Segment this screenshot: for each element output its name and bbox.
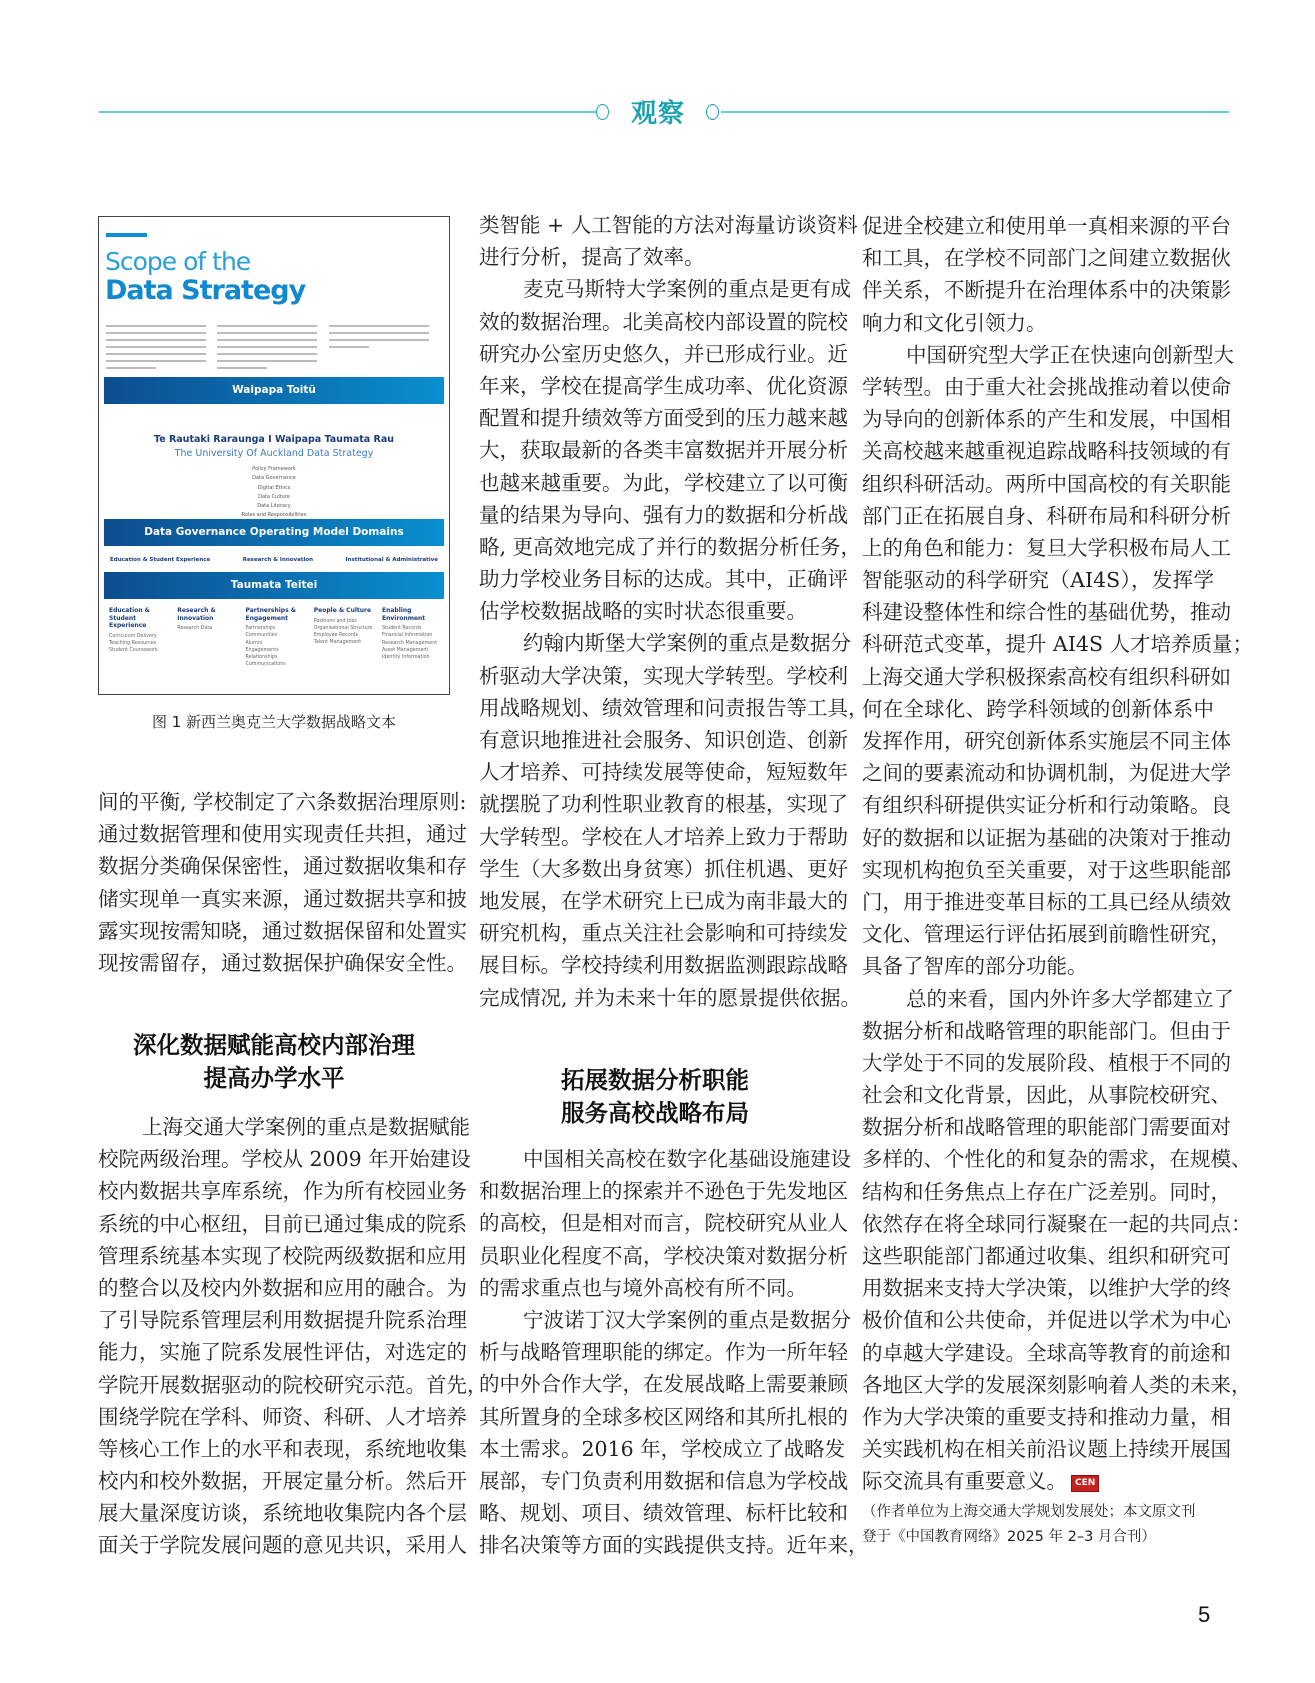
figure-column-item: Student Records [382,626,422,631]
footnote-line: 登于《中国教育网络》2025 年 2–3 月合刊） [862,1529,1156,1545]
header-rule-left [99,111,601,113]
figure-column-item: Employee Records [313,633,359,639]
text-line: 何在全球化、跨学科领域的创新体系中 [862,696,1214,721]
text-line: 促进全校建立和使用单一真相来源的平台 [862,214,1231,238]
heading-line: 提高办学水平 [203,1064,345,1092]
text-line: 有意识地推进社会服务、知识创造、创新 [479,728,848,752]
column1-text-top [98,786,467,979]
figure-band-taumata-teitei: Taumata Teitei [104,572,444,599]
text-line: 上的角色和能力：复旦大学积极布局人工 [862,535,1231,560]
text-line: 数据分类确保保密性，通过数据收集和存 [98,854,467,879]
text-line: 展部，专门负责利用数据和信息为学校战 [479,1468,848,1493]
text-line: 校院两级治理。学校从 2009 年开始建设 [98,1147,471,1172]
text-line: 员职业化程度不高，学校决策对数据分析 [479,1243,848,1268]
figure-column [314,607,376,669]
figure-column-item: Alumni [245,640,263,646]
figure-column-heading: People & Culture [313,607,372,614]
figure-domain-row [104,557,444,563]
figure-column-item: Student Coursework [109,648,158,654]
text-line: 麦克马斯特大学案例的重点是更有成 [523,277,851,302]
figure-column-item: Communications [245,662,286,668]
text-line: 实现机构抱负至关重要，对于这些职能部 [862,857,1231,882]
column2-text-top [479,209,869,1014]
policy-item: Data Culture [258,493,290,500]
figure-title-line2: Data Strategy [105,275,306,306]
figure-title-line1: Scope of the [105,247,251,276]
figure-column-item: Identity Information [382,655,430,661]
figure-column-item: Relationships [245,655,278,661]
figure-column-item: Research Data [177,626,213,631]
text-line: 进行分析，提高了效率。 [479,245,705,270]
text-line: 间的平衡, 学校制定了六条数据治理原则: [98,790,467,814]
figure-columns [109,607,444,669]
figure-column [177,607,239,669]
policy-item: Roles and Responsibilities [241,512,307,519]
text-line: 效的数据治理。北美高校内部设置的院校 [479,309,848,334]
policy-item: Data Governance [252,475,296,482]
text-line: 研究办公室历史悠久，并已形成行业。近 [479,341,848,366]
text-line: 科研范式变革，提升 AI4S 人才培养质量； [862,632,1254,657]
text-line: 围绕学院在学科、师资、科研、人才培养 [98,1404,467,1429]
policy-item: Policy Framework [252,466,296,472]
author-footnote [862,1500,1222,1550]
figure-column [246,607,308,669]
text-line: 各地区大学的发展深刻影响着人类的未来， [862,1372,1252,1397]
text-line: 类智能 + 人工智能的方法对海量访谈资料 [479,213,858,237]
figure-column-item: Positions and Jobs [313,618,357,624]
text-line: 略、规划、项目、绩效管理、标杆比较和 [479,1501,848,1526]
figure-column-item: Teaching Resources [109,640,157,646]
text-line: 的整合以及校内外数据和应用的融合。为 [98,1275,467,1300]
domain-label: Research & Innovation [242,557,314,563]
text-line: 用数据来支持大学决策，以维护大学的终 [862,1276,1231,1301]
text-line: 配置和提升绩效等方面受到的压力越来越 [479,406,848,431]
text-line: 面关于学院发展问题的意见共识，采用人 [98,1533,467,1558]
text-line: 关高校越来越重视追踪战略科技领域的有 [862,439,1231,464]
figure-column-heading: Enabling Environment [382,607,426,622]
text-line: 中国相关高校在数字化基础设施建设 [523,1147,851,1171]
text-line: 部门正在拓展自身、科研布局和科研分析 [862,503,1231,528]
section-heading-1 [98,1029,450,1095]
text-line: 门，用于推进变革目标的工具已经从绩效 [862,889,1231,914]
text-line: 数据分析和战略管理的职能部门需要面对 [862,1115,1231,1140]
figure-column-heading: Research & Innovation [177,607,216,622]
text-line: 这些职能部门都通过收集、组织和研究可 [862,1244,1231,1268]
header-rule-right [721,111,1229,113]
figure-column-item: Organisational Structure [313,625,373,631]
text-line: 发挥作用，研究创新体系实施层不同主体 [862,729,1231,753]
footnote-line: （作者单位为上海交通大学规划发展处；本文原文刊 [862,1504,1196,1520]
text-line: 等核心工作上的水平和表现，系统地收集 [98,1436,467,1461]
figure-column [109,607,171,669]
figure-column-item: Communities [245,633,278,639]
page-number: 5 [1198,1602,1211,1627]
figure-subtitle-maori: Te Rautaki Raraunga I Waipapa Taumata Rau [153,434,395,445]
heading-line: 拓展数据分析职能 [561,1066,749,1094]
figure-band-domains: Data Governance Operating Model Domains [104,519,444,546]
text-line: 的卓越大学建设。全球高等教育的前途和 [862,1340,1231,1365]
text-line: 智能驱动的科学研究（AI4S），发挥学 [862,568,1214,593]
text-line: 伴关系，不断提升在治理体系中的决策影 [862,278,1231,303]
text-line: 排名决策等方面的实践提供支持。近年来， [479,1533,869,1558]
text-line: 本土需求。2016 年，学校成立了战略发 [479,1436,846,1461]
text-line: 地发展，在学术研究上已成为南非最大的 [479,888,848,913]
figure-band-waipapa-toitu: Waipapa Toitū [104,377,444,404]
text-line: 中国研究型大学正在快速向创新型大 [906,342,1234,367]
figure-subtitle-english: The University Of Auckland Data Strategy [174,448,374,459]
text-line: 学转型。由于重大社会挑战推动着以使命 [862,374,1231,399]
text-line: 其所置身的全球多校区网络和其所扎根的 [479,1404,848,1429]
text-line: 人才培养、可持续发展等使命，短短数年 [479,760,848,785]
text-line: 能力，实施了院系发展性评估，对选定的 [98,1340,467,1365]
text-line: 了引导院系管理层利用数据提升院系治理 [98,1308,467,1333]
text-line: 具备了智库的部分功能。 [862,954,1088,979]
text-line: 宁波诺丁汉大学案例的重点是数据分 [523,1307,851,1332]
text-line: 作为大学决策的重要支持和推动力量，相 [862,1404,1231,1429]
text-line: 大，获取最新的各类丰富数据并开展分析 [479,438,848,463]
cen-end-logo-icon: CEN [1071,1475,1099,1492]
figure-column-heading: Education & Student Experience [109,607,150,629]
text-line: 多样的、个性化的和复杂的需求，在规模、 [862,1147,1252,1172]
text-line: 结构和任务焦点上存在广泛差别。同时， [862,1179,1231,1204]
text-line: 年来，学校在提高学生成功率、优化资源 [479,373,848,398]
text-line: 上海交通大学积极探索高校有组织科研如 [862,664,1231,689]
text-line: 响力和文化引领力。 [862,310,1047,335]
figure-data-strategy-image [98,216,450,695]
header-circle-left-icon [596,104,609,120]
text-line: 析与战略管理职能的绑定。作为一所年轻 [479,1340,848,1365]
text-line: 依然存在将全球同行凝聚在一起的共同点： [862,1211,1252,1236]
text-line: 科建设整体性和综合性的基础优势，推动 [862,600,1231,625]
column2-text-bottom [479,1143,869,1561]
text-line: 约翰内斯堡大学案例的重点是数据分 [523,631,851,656]
text-line: 助力学校业务目标的达成。其中，正确评 [479,567,848,592]
text-line: 有组织科研提供实证分析和行动策略。良 [862,793,1231,818]
text-line: 析驱动大学决策，实现大学转型。学校利 [479,663,848,688]
figure-column-item: Asset Management [382,647,429,653]
column3-text [862,210,1254,1498]
text-line: 数据分析和战略管理的职能部门。但由于 [862,1018,1231,1043]
text-line: 也越来越重要。为此，学校建立了以可衡 [479,470,848,495]
text-line: 社会和文化背景，因此，从事院校研究、 [862,1083,1231,1108]
text-line: 为导向的创新体系的产生和发展，中国相 [862,407,1231,432]
text-line: 量的结果为导向、强有力的数据和分析战 [479,502,848,527]
figure-column-item: Financial Information [382,633,433,639]
column1-text-bottom [98,1111,488,1562]
figure-column-item: Talent Management [313,640,362,646]
text-line: 之间的要素流动和协调机制，为促进大学 [862,761,1231,786]
text-line: 和工具，在学校不同部门之间建立数据伙 [862,246,1231,271]
figure-accent-bar [106,233,147,237]
text-line: 好的数据和以证据为基础的决策对于推动 [862,825,1231,850]
text-line: 文化、管理运行评估拓展到前瞻性研究， [862,922,1231,947]
figure-policy-list [99,465,449,521]
section-title: 观察 [630,99,685,129]
text-line: 上海交通大学案例的重点是数据赋能 [142,1115,470,1139]
domain-label: Institutional & Administrative [345,557,438,563]
text-line: 完成情况, 并为未来十年的愿景提供依据。 [479,985,862,1010]
policy-item: Digital Ethics [257,484,291,491]
figure-small-paragraph [217,325,317,374]
text-line: 的高校，但是相对而言，院校研究从业人 [479,1211,848,1236]
text-line: 的需求重点也与境外高校有所不同。 [479,1275,807,1300]
text-line: 管理系统基本实现了校院两级数据和应用 [98,1243,467,1268]
text-line: 展大量深度访谈，系统地收集院内各个层 [98,1501,467,1526]
text-line: 关实践机构在相关前沿议题上持续开展国 [862,1437,1231,1462]
figure-small-paragraph [329,325,429,353]
domain-label: Education & Student Experience [110,557,211,563]
text-line: 用战略规划、绩效管理和问责报告等工具， [479,695,869,720]
text-line: 估学校数据战略的实时状态很重要。 [479,599,807,624]
heading-line: 服务高校战略布局 [561,1099,749,1127]
text-line: 总的来看，国内外许多大学都建立了 [906,986,1234,1011]
figure-caption: 图 1 新西兰奥克兰大学数据战略文本 [151,713,397,731]
text-line: 极价值和公共使命，并促进以学术为中心 [862,1308,1231,1333]
text-line: 组织科研活动。两所中国高校的有关职能 [862,471,1231,496]
text-line: 和数据治理上的探索并不逊色于先发地区 [479,1179,848,1204]
text-line: 露实现按需知晓，通过数据保留和处置实 [98,918,467,943]
text-line: 研究机构，重点关注社会影响和可持续发 [479,921,848,946]
text-line: 学院开展数据驱动的院校研究示范。首先， [98,1372,488,1397]
figure-column-item: Engagements [245,647,279,653]
text-line: 系统的中心枢纽，目前已通过集成的院系 [98,1211,467,1236]
header-circle-right-icon [706,104,719,120]
figure-column-item: Curriculum Delivery [109,633,157,639]
text-line: 就摆脱了功利性职业教育的根基，实现了 [479,792,848,817]
figure-column-item: Partnerships [245,626,276,631]
text-line: 现按需留存，通过数据保护确保安全性。 [98,950,467,975]
text-line: 储实现单一真实来源，通过数据共享和披 [98,886,467,911]
text-line: 的中外合作大学，在发展战略上需要兼顾 [479,1372,848,1397]
text-line: 略, 更高效地完成了并行的数据分析任务， [479,534,862,559]
figure-column-item: Research Management [382,640,438,646]
text-line: 际交流具有重要意义。 CEN [862,1465,1214,1497]
figure-column [382,607,444,669]
text-line: 校内数据共享库系统，作为所有校园业务 [98,1179,467,1204]
text-line: 通过数据管理和使用实现责任共担，通过 [98,822,467,847]
figure-column-heading: Partnerships & Engagement [245,607,296,622]
figure-small-paragraph [106,325,206,374]
text-line: 大学转型。学校在人才培养上致力于帮助 [479,824,848,849]
text-line: 展目标。学校持续利用数据监测跟踪战略 [479,953,848,978]
text-line: 学生（大多数出身贫寒）抓住机遇、更好 [479,856,848,881]
section-heading-2 [479,1064,831,1130]
text-line: 大学处于不同的发展阶段、植根于不同的 [862,1050,1231,1075]
policy-item: Data Literacy [257,503,291,510]
heading-line: 深化数据赋能高校内部治理 [133,1031,415,1059]
text-line: 校内和校外数据，开展定量分析。然后开 [98,1469,467,1494]
